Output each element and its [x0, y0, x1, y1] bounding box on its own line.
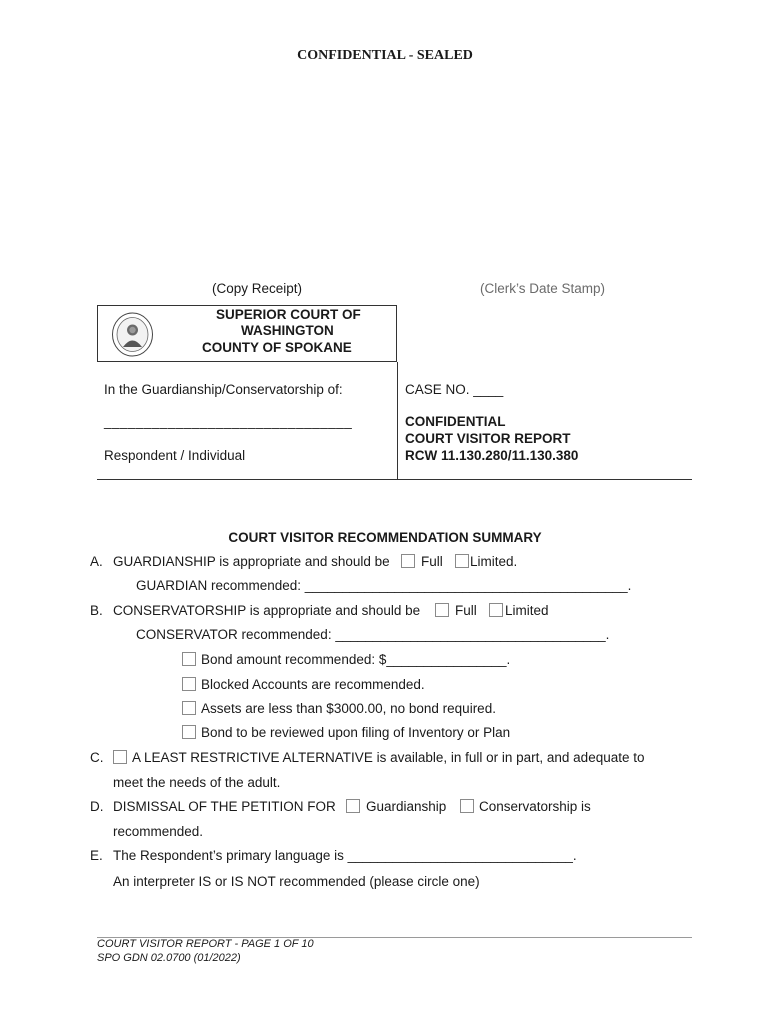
copy-receipt-label: (Copy Receipt) — [212, 281, 303, 296]
bond-amount-checkbox[interactable] — [182, 652, 196, 666]
conservatorship-limited-label: Limited — [505, 603, 549, 618]
item-d-text-line-2: recommended. — [113, 824, 204, 839]
guardianship-full-label: Full — [421, 554, 443, 569]
least-restrictive-alternative-checkbox[interactable] — [113, 750, 127, 764]
dismissal-conservatorship-checkbox[interactable] — [460, 799, 474, 813]
item-a-text: GUARDIANSHIP is appropriate and should be — [113, 554, 390, 569]
caption-divider-horizontal — [97, 479, 692, 480]
guardianship-full-checkbox[interactable] — [401, 554, 415, 568]
item-c-text-line-2: meet the needs of the adult. — [113, 775, 281, 790]
conservator-recommended-line: CONSERVATOR recommended: ____________________________________. — [136, 627, 610, 642]
item-c-letter: C. — [90, 750, 104, 765]
washington-state-seal-icon — [111, 311, 154, 358]
summary-heading: COURT VISITOR RECOMMENDATION SUMMARY — [228, 530, 542, 545]
assets-under-3000-checkbox[interactable] — [182, 701, 196, 715]
bond-review-checkbox[interactable] — [182, 725, 196, 739]
footer-form-number: SPO GDN 02.0700 (01/2022) — [97, 952, 241, 964]
respondent-label: Respondent / Individual — [104, 448, 246, 463]
item-d-text-line-1: DISMISSAL OF THE PETITION FOR — [113, 799, 336, 814]
primary-language-line: The Respondent’s primary language is ______________________________. — [113, 848, 577, 863]
blocked-accounts-checkbox[interactable] — [182, 677, 196, 691]
item-b-text: CONSERVATORSHIP is appropriate and should be — [113, 603, 421, 618]
clerk-date-stamp-label: (Clerk’s Date Stamp) — [480, 281, 606, 296]
assets-under-3000-label: Assets are less than $3000.00, no bond required. — [201, 701, 496, 716]
guardian-recommended-line: GUARDIAN recommended: ___________________________________________. — [136, 578, 632, 593]
court-name-line-2: WASHINGTON — [241, 323, 334, 338]
document-title-line-3: RCW 11.130.280/11.130.380 — [405, 448, 579, 463]
item-d-letter: D. — [90, 799, 104, 814]
item-b-letter: B. — [90, 603, 103, 618]
dismissal-conservatorship-label: Conservatorship is — [479, 799, 591, 814]
document-title-line-1: CONFIDENTIAL — [405, 414, 506, 429]
caption-divider-vertical — [397, 362, 398, 480]
dismissal-guardianship-label: Guardianship — [366, 799, 447, 814]
item-c-text-line-1: A LEAST RESTRICTIVE ALTERNATIVE is available, in full or in part, and adequate to — [132, 750, 645, 765]
item-a-letter: A. — [90, 554, 103, 569]
document-title-line-2: COURT VISITOR REPORT — [405, 431, 571, 446]
blocked-accounts-label: Blocked Accounts are recommended. — [201, 677, 425, 692]
conservatorship-limited-checkbox[interactable] — [489, 603, 503, 617]
bond-review-label: Bond to be reviewed upon filing of Inventory or Plan — [201, 725, 511, 740]
footer-page-label: COURT VISITOR REPORT - PAGE 1 OF 10 — [97, 938, 314, 950]
bond-amount-label: Bond amount recommended: $________________. — [201, 652, 511, 667]
dismissal-guardianship-checkbox[interactable] — [346, 799, 360, 813]
case-number-label: CASE NO. ____ — [405, 382, 504, 397]
item-e-letter: E. — [90, 848, 103, 863]
guardianship-of-label: In the Guardianship/Conservatorship of: — [104, 382, 343, 397]
respondent-name-blank: _______________________________ — [104, 414, 353, 429]
court-name-line-3: COUNTY OF SPOKANE — [202, 340, 352, 355]
conservatorship-full-checkbox[interactable] — [435, 603, 449, 617]
guardianship-limited-label: Limited. — [470, 554, 518, 569]
court-name-line-1: SUPERIOR COURT OF — [216, 307, 361, 322]
guardianship-limited-checkbox[interactable] — [455, 554, 469, 568]
page-header-title: CONFIDENTIAL - SEALED — [297, 48, 473, 63]
interpreter-recommendation-line: An interpreter IS or IS NOT recommended (please circle one) — [113, 874, 480, 889]
conservatorship-full-label: Full — [455, 603, 477, 618]
